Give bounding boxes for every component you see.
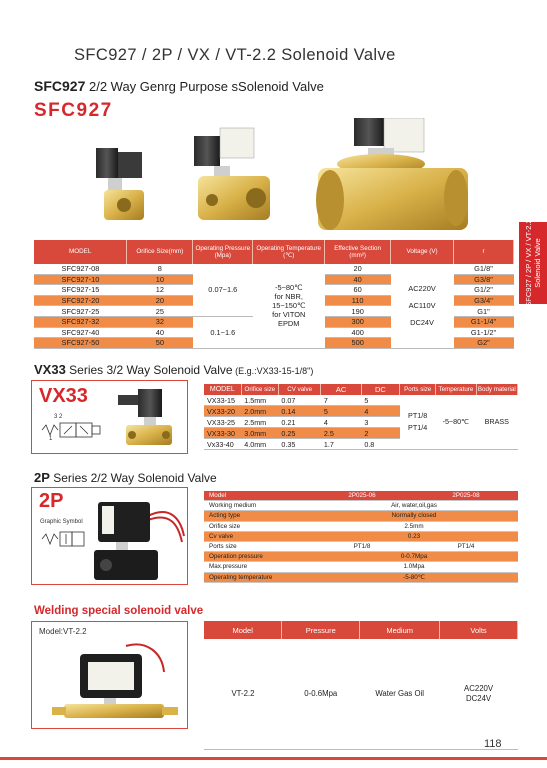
vx33-section-title (34, 362, 313, 377)
sfc927-product-photo (86, 118, 506, 234)
cell-orifice: 20 (127, 295, 193, 306)
table-row (204, 491, 518, 501)
sfc927-col-pressure: Operating Pressure (Mpa) (193, 240, 253, 264)
cell-ac: 5 (321, 406, 361, 417)
cell-model: VT-2.2 (204, 639, 282, 750)
cell-port: G1/2" (454, 285, 514, 296)
footer-rule (0, 757, 547, 760)
cell-port: G1-1/4" (454, 316, 514, 327)
cell-orifice: 25 (127, 306, 193, 317)
sfc927-big-tag: SFC927 (34, 100, 113, 121)
voltage-line: AC220V (408, 284, 436, 294)
cell-volts (440, 639, 518, 750)
welding-col-medium: Medium (360, 621, 440, 639)
cell-label: Operating temperature (204, 572, 310, 582)
cell-model: SFC927-25 (34, 306, 127, 317)
cell-cv: 0.25 (278, 428, 321, 439)
sfc927-col-model: MODEL (34, 240, 127, 264)
vx33-spec-table (204, 384, 518, 450)
cell-section: 500 (325, 338, 391, 349)
voltage-line: DC24V (410, 318, 434, 328)
page-title: SFC927 / 2P / VX / VT-2.2 Solenoid Valve (74, 46, 396, 64)
cell-model: SFC927-20 (34, 295, 127, 306)
cell-model: SFC927-32 (34, 316, 127, 327)
cell-orifice: 8 (127, 264, 193, 274)
vx33-col-ports: Ports size (400, 384, 436, 395)
table-row (204, 552, 518, 562)
cell-model: VX33-20 (204, 406, 241, 417)
table-row (204, 541, 518, 551)
cell-orifice: 2.5mm (241, 417, 278, 428)
side-tab-text (524, 219, 542, 306)
cell-orifice: 2.0mm (241, 406, 278, 417)
cell-value: 0.23 (310, 531, 518, 541)
temp-line: for NBR, (274, 292, 303, 302)
temp-line: for VITON (272, 310, 306, 320)
welding-image-frame (31, 621, 188, 729)
vx33-code: VX33 (34, 362, 66, 377)
cell-model: VX33-25 (204, 417, 241, 428)
cell-value: -5-80℃ (310, 572, 518, 582)
table-row (204, 521, 518, 531)
vx33-image-frame (31, 380, 188, 454)
cell-orifice: 3.0mm (241, 428, 278, 439)
ports-line: PT1/4 (408, 423, 428, 432)
cell-model: VX33-30 (204, 428, 241, 439)
cell-ports (400, 395, 436, 450)
side-tab-line2: Solenoid Valve (533, 238, 542, 288)
cell-cv: 0.21 (278, 417, 321, 428)
twop-section-title (34, 470, 217, 485)
vx33-graphic-symbol-icon (40, 421, 102, 439)
cell-value: 0-0.7Mpa (310, 552, 518, 562)
welding-col-volts: Volts (440, 621, 518, 639)
sfc927-col-voltage: Voltage (V) (391, 240, 454, 264)
table-row (204, 562, 518, 572)
cell-value: 2.5mm (310, 521, 518, 531)
cell-model: SFC927-10 (34, 274, 127, 285)
cell-dc: 4 (361, 406, 399, 417)
cell-ac: 7 (321, 395, 361, 406)
cell-pressure-a: 0.07~1.6 (193, 264, 253, 316)
cell-cv: 0.07 (278, 395, 321, 406)
vx33-col-material: Body material (477, 386, 516, 393)
vx33-symbol-ports: 3 2 (54, 414, 63, 420)
welding-section-title: Welding special solenoid valve (34, 605, 204, 617)
cell-ac: 1.7 (321, 439, 361, 450)
cell-section: 40 (325, 274, 391, 285)
twop-title-text: Series 2/2 Way Solenoid Valve (49, 471, 217, 485)
volts-line: AC220V (464, 684, 494, 693)
cell-medium: Water Gas Oil (360, 639, 440, 750)
cell-port: G3/4" (454, 295, 514, 306)
twop-graphic-symbol-icon (40, 530, 90, 548)
cell-orifice: 12 (127, 285, 193, 296)
cell-model: SFC927-50 (34, 338, 127, 349)
cell-label: Cv valve (204, 531, 310, 541)
cell-section: 60 (325, 285, 391, 296)
cell-port: G1" (454, 306, 514, 317)
welding-valve-photo (52, 638, 182, 728)
cell-value: Normally closed (310, 511, 518, 521)
twop-big-tag: 2P (39, 490, 64, 512)
twop-code: 2P (34, 470, 50, 485)
cell-label: Operation pressure (204, 552, 310, 562)
temp-line: EPDM (278, 319, 300, 329)
cell-ac: 2.5 (321, 428, 361, 439)
cell-orifice: 10 (127, 274, 193, 285)
welding-col-pressure: Pressure (282, 621, 360, 639)
cell-dc: 0.8 (361, 439, 399, 450)
cell-dc: 2 (361, 428, 399, 439)
cell-port: G3/8" (454, 274, 514, 285)
cell-port: G1/8" (454, 264, 514, 274)
cell-voltage (391, 264, 454, 348)
sfc927-col-orifice: Orifice Size(mm) (127, 240, 193, 264)
cell-model: SFC927-15 (34, 285, 127, 296)
table-row (204, 572, 518, 582)
cell-orifice: 4.0mm (241, 439, 278, 450)
vx33-title-text: Series 3/2 Way Solenoid Valve (65, 363, 233, 377)
vx33-col-ac: AC (321, 384, 361, 395)
vx33-big-tag: VX33 (39, 385, 88, 407)
voltage-line: AC110V (408, 301, 436, 311)
cell-port: G2" (454, 338, 514, 349)
table-row (204, 395, 518, 406)
sfc927-col-r: r (454, 240, 514, 264)
cell-cv: 0.14 (278, 406, 321, 417)
cell-orifice: 50 (127, 338, 193, 349)
cell-temperature: -5~80℃ (436, 395, 476, 450)
table-row (34, 264, 514, 274)
cell-section: 300 (325, 316, 391, 327)
page-number: 118 (484, 738, 502, 750)
twop-spec-table (204, 491, 518, 583)
cell-port: G1-1/2" (454, 327, 514, 338)
cell-section: 400 (325, 327, 391, 338)
cell-value: 1.0Mpa (310, 562, 518, 572)
cell-model: SFC927-40 (34, 327, 127, 338)
cell-section: 20 (325, 264, 391, 274)
table-row (204, 501, 518, 511)
temp-line: -5~80℃ (275, 283, 303, 293)
vx33-col-temperature: Temperature (436, 384, 476, 395)
vx33-col-orifice: Orifice size (241, 384, 278, 395)
vx33-header-row (204, 384, 518, 395)
sfc927-subtitle-text: 2/2 Way Genrg Purpose sSolenoid Valve (85, 79, 324, 94)
table-row (204, 511, 518, 521)
twop-valve-photo (88, 496, 186, 584)
cell-pressure-b: 0.1~1.6 (193, 316, 253, 348)
sfc927-subtitle-code: SFC927 (34, 78, 86, 94)
sfc927-col-temperature: Operating Temperature (℃) (253, 240, 325, 264)
vx33-col-dc: DC (361, 384, 399, 395)
cell-value-b: 2P025-08 (414, 491, 518, 501)
cell-label: Acting type (204, 511, 310, 521)
cell-orifice: 32 (127, 316, 193, 327)
vx33-col-model: MODEL (204, 384, 241, 395)
cell-value-a: PT1/8 (310, 541, 414, 551)
cell-temperature (253, 264, 325, 348)
cell-section: 190 (325, 306, 391, 317)
cell-model: SFC927-08 (34, 264, 127, 274)
cell-label: Working medium (204, 501, 310, 511)
vx33-valve-photo (114, 389, 180, 451)
sfc927-spec-table (34, 240, 514, 349)
welding-model-label: Model:VT-2.2 (39, 627, 87, 636)
vx33-example: (E.g.:VX33-15-1/8") (232, 366, 314, 376)
cell-value: Air, water,oil,gas (310, 501, 518, 511)
welding-header-row (204, 621, 518, 639)
temp-line: 15~150℃ (272, 301, 306, 311)
cell-label: Ports size (204, 541, 310, 551)
twop-image-frame (31, 487, 188, 585)
ports-line: PT1/8 (408, 411, 428, 420)
cell-value-a: 2P025-06 (310, 491, 414, 501)
cell-section: 110 (325, 295, 391, 306)
cell-label: Model (204, 491, 310, 501)
sfc927-col-section: Effective Section (mm²) (325, 240, 391, 264)
cell-label: Max.pressure (204, 562, 310, 572)
cell-model: VX33-15 (204, 395, 241, 406)
sfc927-subtitle (34, 78, 324, 94)
sfc927-header-row (34, 240, 514, 264)
cell-value-b: PT1/4 (414, 541, 518, 551)
welding-spec-table (204, 621, 518, 750)
table-row (204, 639, 518, 750)
welding-col-model: Model (204, 621, 282, 639)
cell-dc: 3 (361, 417, 399, 428)
vx33-symbol-port-1: 1 (49, 436, 53, 442)
cell-model: Vx33-40 (204, 439, 241, 450)
cell-orifice: 40 (127, 327, 193, 338)
cell-ac: 4 (321, 417, 361, 428)
table-row (204, 531, 518, 541)
vx33-col-cv: CV valve (278, 384, 321, 395)
cell-pressure: 0-0.6Mpa (282, 639, 360, 750)
cell-orifice: 1.5mm (241, 395, 278, 406)
cell-dc: 5 (361, 395, 399, 406)
twop-graphic-symbol-label: Graphic Symbol (40, 519, 83, 525)
cell-label: Orifice size (204, 521, 310, 531)
cell-cv: 0.35 (278, 439, 321, 450)
volts-line: DC24V (465, 694, 492, 703)
side-tab-line1: SFC927 / 2P / VX / VT-2.2 (524, 219, 533, 307)
side-tab (519, 219, 547, 307)
cell-material: BRASS (476, 395, 517, 450)
